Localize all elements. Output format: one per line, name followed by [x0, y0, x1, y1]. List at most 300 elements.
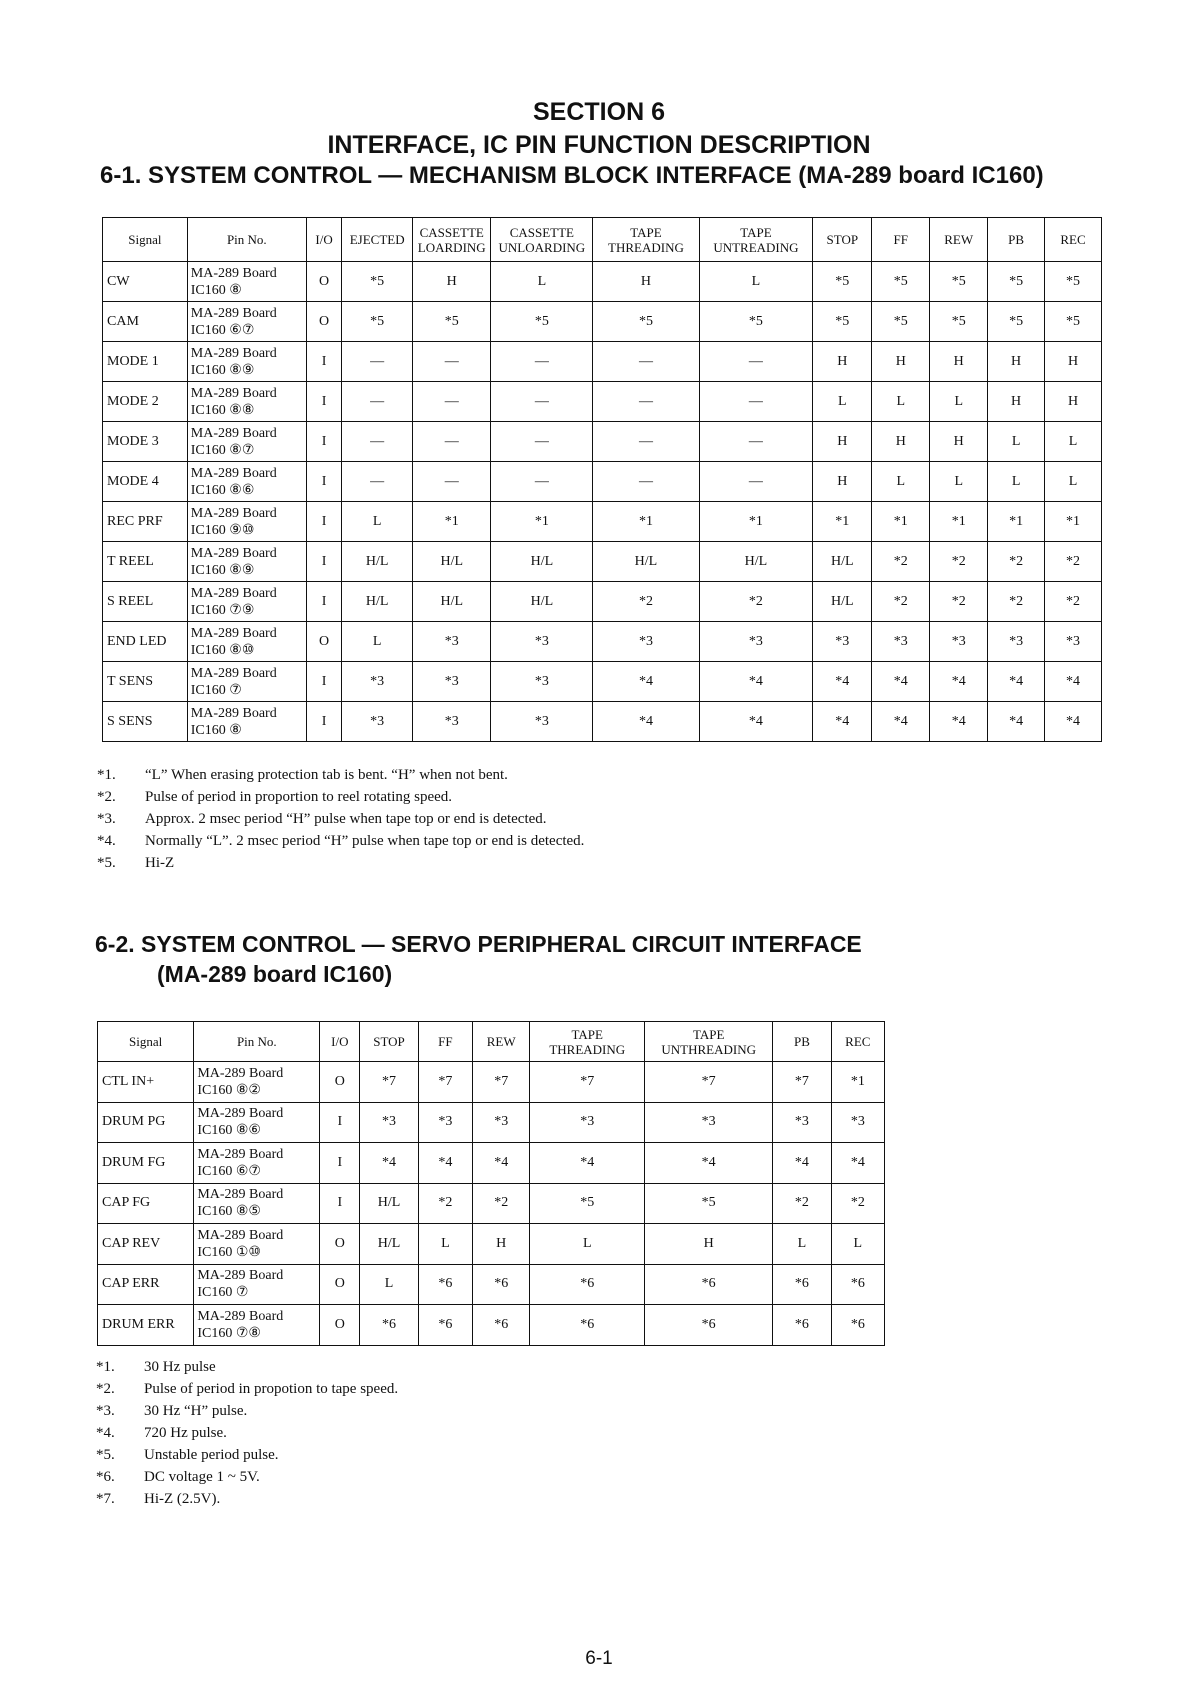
value-cell: *2: [831, 1183, 884, 1224]
note-key: *5.: [97, 855, 116, 871]
note-text: Pulse of period in proportion to reel rotating speed.: [145, 789, 453, 805]
value-cell: —: [491, 422, 593, 462]
page-number: 6-1: [585, 1648, 613, 1669]
value-cell: *3: [473, 1102, 530, 1143]
value-cell: *1: [988, 502, 1045, 542]
value-cell: *3: [413, 622, 491, 662]
value-cell: *4: [988, 662, 1045, 702]
value-cell: *7: [418, 1062, 472, 1103]
value-cell: H/L: [813, 542, 872, 582]
signal-cell: CAP FG: [98, 1183, 194, 1224]
table2-row: [98, 1143, 885, 1184]
value-cell: *3: [930, 622, 988, 662]
table1-row: [103, 302, 1102, 342]
value-cell: *3: [491, 622, 593, 662]
signal-cell: REC PRF: [103, 502, 188, 542]
io-cell: I: [320, 1183, 360, 1224]
table2-header-cell: FF: [418, 1022, 472, 1062]
note-text: Normally “L”. 2 msec period “H” pulse when tape top or end is detected.: [145, 833, 585, 849]
pin-cell: MA-289 Board IC160 ⑧⑨: [187, 542, 306, 582]
pin-cell: MA-289 Board IC160 ⑥⑦: [194, 1143, 320, 1184]
pin-cell: MA-289 Board IC160 ⑧⑧: [187, 382, 306, 422]
value-cell: *3: [342, 702, 413, 742]
note-text: DC voltage 1 ~ 5V.: [144, 1469, 260, 1485]
value-cell: *4: [872, 662, 930, 702]
value-cell: *4: [1045, 702, 1102, 742]
pin-cell: MA-289 Board IC160 ⑧⑨: [187, 342, 306, 382]
table1-row: [103, 702, 1102, 742]
value-cell: *3: [645, 1102, 773, 1143]
pin-cell: MA-289 Board IC160 ⑧: [187, 262, 306, 302]
value-cell: L: [530, 1224, 645, 1265]
table1-header-cell: Pin No.: [187, 218, 306, 262]
note-text: 720 Hz pulse.: [144, 1425, 227, 1441]
value-cell: *5: [413, 302, 491, 342]
signal-cell: CAP REV: [98, 1224, 194, 1265]
pin-cell: MA-289 Board IC160 ⑧⑦: [187, 422, 306, 462]
value-cell: H: [593, 262, 699, 302]
value-cell: *2: [1045, 542, 1102, 582]
value-cell: —: [342, 422, 413, 462]
value-cell: *1: [593, 502, 699, 542]
pin-cell: MA-289 Board IC160 ⑧⑩: [187, 622, 306, 662]
value-cell: —: [491, 382, 593, 422]
pin-cell: MA-289 Board IC160 ⑧⑥: [187, 462, 306, 502]
note-key: *4.: [97, 833, 116, 849]
io-cell: I: [306, 462, 341, 502]
table1-row: [103, 342, 1102, 382]
io-cell: I: [306, 662, 341, 702]
value-cell: H: [988, 342, 1045, 382]
table2-header-cell: PB: [773, 1022, 831, 1062]
note-key: *5.: [96, 1447, 115, 1463]
table1-header-cell: REW: [930, 218, 988, 262]
value-cell: *3: [418, 1102, 472, 1143]
value-cell: H: [473, 1224, 530, 1265]
value-cell: *3: [593, 622, 699, 662]
table2-header-cell: STOP: [360, 1022, 418, 1062]
value-cell: *1: [813, 502, 872, 542]
io-cell: I: [306, 422, 341, 462]
table1-header-cell: STOP: [813, 218, 872, 262]
table1-header-cell: EJECTED: [342, 218, 413, 262]
value-cell: L: [872, 382, 930, 422]
section-subtitle: INTERFACE, IC PIN FUNCTION DESCRIPTION: [327, 131, 871, 159]
note-text: Unstable period pulse.: [144, 1447, 279, 1463]
io-cell: I: [306, 382, 341, 422]
signal-cell: S SENS: [103, 702, 188, 742]
note-item: [96, 1444, 398, 1466]
table1-row: [103, 542, 1102, 582]
table1-notes: [97, 764, 584, 874]
signal-cell: DRUM ERR: [98, 1305, 194, 1346]
value-cell: *5: [930, 302, 988, 342]
value-cell: *2: [418, 1183, 472, 1224]
signal-cell: CAM: [103, 302, 188, 342]
value-cell: H/L: [360, 1224, 418, 1265]
value-cell: *3: [491, 702, 593, 742]
value-cell: *4: [1045, 662, 1102, 702]
value-cell: L: [872, 462, 930, 502]
servo-interface-table: [97, 1021, 885, 1346]
value-cell: *5: [813, 262, 872, 302]
note-text: Pulse of period in propotion to tape speed.: [144, 1381, 399, 1397]
note-item: [97, 830, 584, 852]
value-cell: L: [831, 1224, 884, 1265]
pin-cell: MA-289 Board IC160 ⑦: [194, 1264, 320, 1305]
value-cell: *6: [418, 1264, 472, 1305]
table1-header-cell: TAPE THREADING: [593, 218, 699, 262]
note-key: *1.: [96, 1359, 115, 1375]
value-cell: *4: [872, 702, 930, 742]
io-cell: I: [306, 342, 341, 382]
signal-cell: S REEL: [103, 582, 188, 622]
value-cell: *5: [1045, 262, 1102, 302]
value-cell: L: [1045, 422, 1102, 462]
table1-header-cell: FF: [872, 218, 930, 262]
io-cell: O: [306, 302, 341, 342]
table1-header-row: [103, 218, 1102, 262]
value-cell: *6: [831, 1305, 884, 1346]
value-cell: *5: [988, 302, 1045, 342]
value-cell: *3: [360, 1102, 418, 1143]
value-cell: *3: [342, 662, 413, 702]
io-cell: O: [320, 1224, 360, 1265]
value-cell: H/L: [413, 582, 491, 622]
value-cell: H/L: [342, 582, 413, 622]
signal-cell: T SENS: [103, 662, 188, 702]
value-cell: *6: [530, 1305, 645, 1346]
value-cell: *4: [930, 702, 988, 742]
value-cell: —: [593, 422, 699, 462]
value-cell: L: [360, 1264, 418, 1305]
io-cell: I: [320, 1102, 360, 1143]
value-cell: H: [413, 262, 491, 302]
value-cell: *2: [593, 582, 699, 622]
value-cell: *3: [813, 622, 872, 662]
pin-cell: MA-289 Board IC160 ⑧②: [194, 1062, 320, 1103]
value-cell: *2: [1045, 582, 1102, 622]
value-cell: —: [491, 342, 593, 382]
value-cell: H/L: [699, 542, 813, 582]
io-cell: O: [320, 1062, 360, 1103]
value-cell: H: [813, 462, 872, 502]
value-cell: *4: [530, 1143, 645, 1184]
note-item: [97, 852, 584, 874]
value-cell: H: [645, 1224, 773, 1265]
value-cell: *5: [930, 262, 988, 302]
io-cell: O: [320, 1305, 360, 1346]
table1-row: [103, 502, 1102, 542]
value-cell: *4: [930, 662, 988, 702]
value-cell: —: [413, 462, 491, 502]
value-cell: *5: [342, 302, 413, 342]
note-item: [97, 786, 584, 808]
note-text: 30 Hz “H” pulse.: [144, 1403, 248, 1419]
value-cell: *4: [593, 662, 699, 702]
value-cell: *7: [360, 1062, 418, 1103]
table1-header-cell: TAPE UNTREADING: [699, 218, 813, 262]
table1-header-cell: CASSETTE UNLOARDING: [491, 218, 593, 262]
note-item: [96, 1378, 398, 1400]
value-cell: —: [413, 422, 491, 462]
value-cell: *4: [813, 662, 872, 702]
note-key: *3.: [96, 1403, 115, 1419]
value-cell: —: [699, 462, 813, 502]
value-cell: *5: [1045, 302, 1102, 342]
value-cell: —: [593, 342, 699, 382]
io-cell: I: [306, 582, 341, 622]
value-cell: *6: [645, 1305, 773, 1346]
note-item: [96, 1466, 398, 1488]
value-cell: *4: [645, 1143, 773, 1184]
pin-cell: MA-289 Board IC160 ⑦⑧: [194, 1305, 320, 1346]
value-cell: —: [342, 462, 413, 502]
table1-header-cell: I/O: [306, 218, 341, 262]
value-cell: *7: [530, 1062, 645, 1103]
value-cell: —: [699, 342, 813, 382]
pin-cell: MA-289 Board IC160 ⑥⑦: [187, 302, 306, 342]
value-cell: *2: [699, 582, 813, 622]
value-cell: *5: [342, 262, 413, 302]
signal-cell: DRUM PG: [98, 1102, 194, 1143]
value-cell: *6: [645, 1264, 773, 1305]
value-cell: H/L: [491, 582, 593, 622]
io-cell: I: [320, 1143, 360, 1184]
signal-cell: MODE 2: [103, 382, 188, 422]
value-cell: L: [813, 382, 872, 422]
value-cell: —: [342, 342, 413, 382]
value-cell: *3: [988, 622, 1045, 662]
value-cell: *7: [645, 1062, 773, 1103]
value-cell: *3: [413, 702, 491, 742]
value-cell: *3: [491, 662, 593, 702]
value-cell: —: [699, 422, 813, 462]
io-cell: O: [306, 622, 341, 662]
value-cell: *5: [872, 302, 930, 342]
value-cell: *2: [988, 582, 1045, 622]
pin-cell: MA-289 Board IC160 ⑧⑤: [194, 1183, 320, 1224]
note-item: [96, 1400, 398, 1422]
note-item: [96, 1488, 398, 1510]
table2-header-cell: REW: [473, 1022, 530, 1062]
pin-cell: MA-289 Board IC160 ⑦⑨: [187, 582, 306, 622]
table1-header-cell: REC: [1045, 218, 1102, 262]
note-text: Hi-Z: [145, 855, 175, 871]
value-cell: *4: [473, 1143, 530, 1184]
value-cell: *6: [473, 1305, 530, 1346]
value-cell: *2: [930, 582, 988, 622]
value-cell: *4: [988, 702, 1045, 742]
value-cell: L: [342, 622, 413, 662]
io-cell: O: [306, 262, 341, 302]
note-key: *6.: [96, 1469, 115, 1485]
value-cell: —: [491, 462, 593, 502]
table1-row: [103, 582, 1102, 622]
value-cell: H/L: [491, 542, 593, 582]
value-cell: H: [813, 342, 872, 382]
value-cell: *2: [473, 1183, 530, 1224]
table2-row: [98, 1224, 885, 1265]
note-key: *7.: [96, 1491, 115, 1507]
value-cell: *2: [930, 542, 988, 582]
signal-cell: DRUM FG: [98, 1143, 194, 1184]
signal-cell: MODE 4: [103, 462, 188, 502]
value-cell: H/L: [360, 1183, 418, 1224]
table1-row: [103, 422, 1102, 462]
value-cell: H: [872, 342, 930, 382]
io-cell: I: [306, 502, 341, 542]
table2-row: [98, 1305, 885, 1346]
value-cell: *3: [773, 1102, 831, 1143]
value-cell: *2: [872, 542, 930, 582]
value-cell: H/L: [413, 542, 491, 582]
value-cell: *2: [872, 582, 930, 622]
table2-notes: [96, 1356, 398, 1510]
table2-row: [98, 1062, 885, 1103]
value-cell: H: [988, 382, 1045, 422]
value-cell: —: [413, 382, 491, 422]
io-cell: I: [306, 542, 341, 582]
value-cell: *5: [699, 302, 813, 342]
value-cell: *5: [530, 1183, 645, 1224]
table2-header-row: [98, 1022, 885, 1062]
table2-heading-line1: 6-2. SYSTEM CONTROL — SERVO PERIPHERAL CIRCUIT INTERFACE: [95, 931, 862, 957]
value-cell: —: [699, 382, 813, 422]
note-key: *4.: [96, 1425, 115, 1441]
value-cell: *3: [1045, 622, 1102, 662]
value-cell: *4: [699, 662, 813, 702]
note-key: *2.: [97, 789, 116, 805]
table1-header-cell: Signal: [103, 218, 188, 262]
value-cell: *4: [360, 1143, 418, 1184]
pin-cell: MA-289 Board IC160 ⑨⑩: [187, 502, 306, 542]
value-cell: H/L: [342, 542, 413, 582]
value-cell: *1: [872, 502, 930, 542]
value-cell: L: [342, 502, 413, 542]
signal-cell: END LED: [103, 622, 188, 662]
value-cell: *1: [491, 502, 593, 542]
value-cell: *3: [413, 662, 491, 702]
value-cell: *4: [699, 702, 813, 742]
signal-cell: CTL IN+: [98, 1062, 194, 1103]
value-cell: L: [491, 262, 593, 302]
value-cell: *5: [872, 262, 930, 302]
value-cell: —: [413, 342, 491, 382]
value-cell: L: [988, 422, 1045, 462]
value-cell: *3: [699, 622, 813, 662]
section-title: SECTION 6: [533, 98, 665, 126]
table1-row: [103, 662, 1102, 702]
note-key: *2.: [96, 1381, 115, 1397]
value-cell: *5: [813, 302, 872, 342]
value-cell: *6: [773, 1264, 831, 1305]
table2-header-cell: I/O: [320, 1022, 360, 1062]
note-item: [97, 764, 584, 786]
value-cell: *6: [418, 1305, 472, 1346]
value-cell: *1: [699, 502, 813, 542]
value-cell: *5: [593, 302, 699, 342]
value-cell: *7: [773, 1062, 831, 1103]
table1-row: [103, 622, 1102, 662]
value-cell: L: [930, 462, 988, 502]
value-cell: *2: [773, 1183, 831, 1224]
note-item: [96, 1422, 398, 1444]
signal-cell: CAP ERR: [98, 1264, 194, 1305]
note-key: *3.: [97, 811, 116, 827]
table2-row: [98, 1102, 885, 1143]
value-cell: *3: [872, 622, 930, 662]
value-cell: *1: [930, 502, 988, 542]
table1-header-cell: PB: [988, 218, 1045, 262]
pin-cell: MA-289 Board IC160 ⑧: [187, 702, 306, 742]
value-cell: *6: [530, 1264, 645, 1305]
value-cell: L: [699, 262, 813, 302]
value-cell: —: [593, 382, 699, 422]
value-cell: H: [1045, 342, 1102, 382]
value-cell: *6: [773, 1305, 831, 1346]
io-cell: I: [306, 702, 341, 742]
value-cell: *4: [831, 1143, 884, 1184]
value-cell: *4: [773, 1143, 831, 1184]
value-cell: H: [1045, 382, 1102, 422]
table1-row: [103, 382, 1102, 422]
table2-header-cell: TAPE UNTHREADING: [645, 1022, 773, 1062]
value-cell: *3: [530, 1102, 645, 1143]
table2-header-cell: REC: [831, 1022, 884, 1062]
mechanism-interface-table: [102, 217, 1102, 742]
table2-header-cell: Pin No.: [194, 1022, 320, 1062]
value-cell: L: [988, 462, 1045, 502]
signal-cell: MODE 3: [103, 422, 188, 462]
value-cell: *5: [645, 1183, 773, 1224]
signal-cell: T REEL: [103, 542, 188, 582]
value-cell: *1: [1045, 502, 1102, 542]
table2-heading: [95, 929, 862, 989]
value-cell: *1: [831, 1062, 884, 1103]
pin-cell: MA-289 Board IC160 ⑧⑥: [194, 1102, 320, 1143]
pin-cell: MA-289 Board IC160 ①⑩: [194, 1224, 320, 1265]
value-cell: H/L: [813, 582, 872, 622]
table2-row: [98, 1264, 885, 1305]
value-cell: *2: [988, 542, 1045, 582]
value-cell: L: [1045, 462, 1102, 502]
table2-header-cell: Signal: [98, 1022, 194, 1062]
value-cell: L: [930, 382, 988, 422]
table1-row: [103, 462, 1102, 502]
signal-cell: MODE 1: [103, 342, 188, 382]
value-cell: *6: [473, 1264, 530, 1305]
value-cell: *6: [831, 1264, 884, 1305]
table1-header-cell: CASSETTE LOARDING: [413, 218, 491, 262]
note-text: Approx. 2 msec period “H” pulse when tape top or end is detected.: [145, 811, 547, 827]
value-cell: —: [593, 462, 699, 502]
note-text: Hi-Z (2.5V).: [144, 1491, 221, 1507]
signal-cell: CW: [103, 262, 188, 302]
value-cell: *6: [360, 1305, 418, 1346]
table1-row: [103, 262, 1102, 302]
table1-heading: 6-1. SYSTEM CONTROL — MECHANISM BLOCK INTERFACE (MA-289 board IC160): [100, 162, 1044, 189]
value-cell: L: [773, 1224, 831, 1265]
pin-cell: MA-289 Board IC160 ⑦: [187, 662, 306, 702]
value-cell: —: [342, 382, 413, 422]
table2-row: [98, 1183, 885, 1224]
value-cell: *4: [418, 1143, 472, 1184]
value-cell: *4: [593, 702, 699, 742]
value-cell: *1: [413, 502, 491, 542]
value-cell: *5: [491, 302, 593, 342]
value-cell: H: [872, 422, 930, 462]
